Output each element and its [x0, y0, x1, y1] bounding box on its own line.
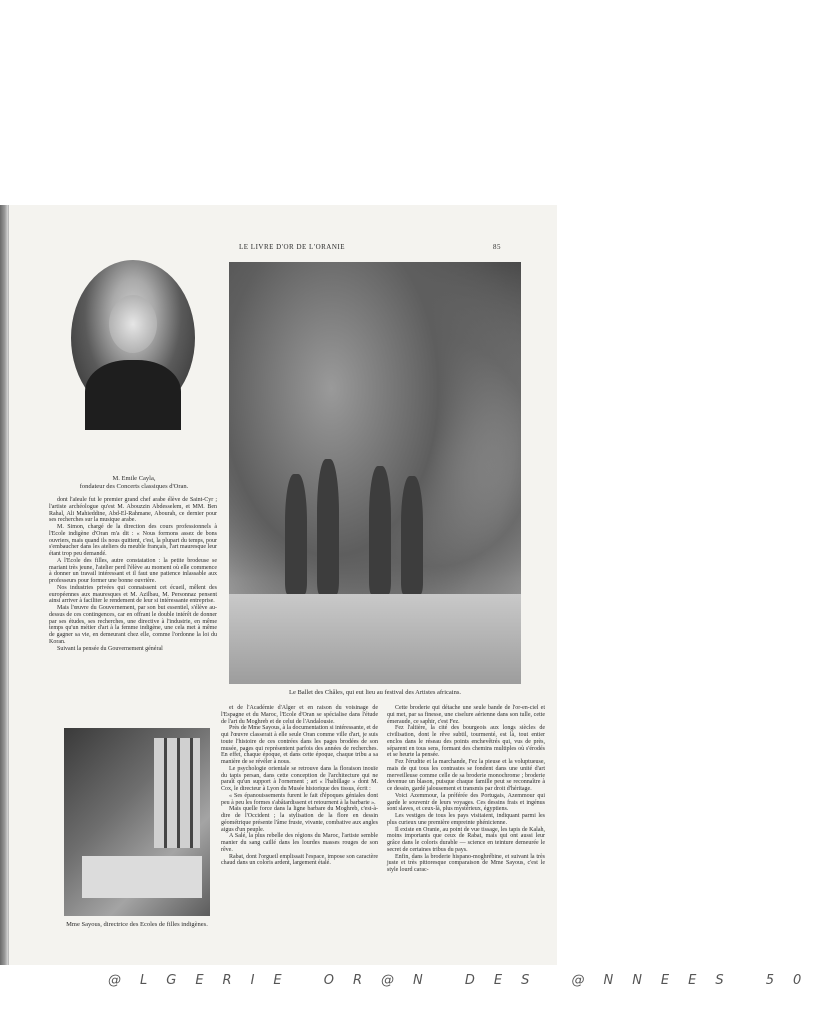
paragraph: M. Simon, chargé de la direction des cours professionnels à l'Ecole indigène d'Oran m'a dit : « Nous formons assez de bons ouvriers, mais quand ils nous quittent, c'est, la plupart du temps, pour s'embaucher dans les ateliers du meuble français, l'art mauresque leur étant trop peu demandé. [49, 524, 217, 557]
paragraph: Cette broderie qui détache une seule bande de l'or-en-ciel et qui met, par sa finesse, une ciselure aérienne dans son tulle, cette émeraude, ce saphir, c'est Fez. [387, 705, 545, 725]
paragraph: Mais quelle force dans la ligne barbare du Moghreb, c'est-à-dire de l'Occident ; la stylisation de la flore en dessin géométrique présente l'âme fruste, vivante, combative aux angles aigus d'un peuple. [221, 806, 378, 833]
portrait-caption: M. Emile Cayla, fondateur des Concerts classiques d'Oran. [79, 475, 189, 490]
paragraph: Mais l'œuvre du Gouvernement, par son but essentiel, s'élève au-dessus de ces contingences, car en offrant le double intérêt de donner par ses études, ses recherches, une directive à l'industrie, en même temps qu'un métier d'art à la femme indigène, une cela met à même de gagner sa vie, en demeurant chez elle, comme l'ordonne la loi du Koran. [49, 605, 217, 645]
paragraph: Fez l'altière, la cité des bourgeois aux longs siècles de civilisation, dont le rêve subtil, tourmenté, est là, tout entier enclos dans le réseau des points enchevêtrés qui, vus de près, séparent en tous sens, formant des chemins multiples où s'érodés et se heurte la pensée. [387, 725, 545, 759]
paragraph: et de l'Académie d'Alger et en raison du voisinage de l'Espagne et du Maroc, l'Ecole d'Oran se spécialise dans l'étude de l'art du Moghreb et de celui de l'Andalousie. [221, 705, 378, 725]
paragraph: Voici Azemmour, la préférée des Portugais, Azemmour qui garde le souvenir de leurs voyages. Ces dessins frais et ingénus sont slaves, et ceux-là, plus mystérieux, égyptiens. [387, 792, 545, 813]
paragraph: Nos industries privées qui connaissent cet écueil, mêlent des européennes aux mauresques et M. Azilbau, M. Personnaz pensent ainsi arriver à faciliter le rendement de leur si intéressante entreprise. [49, 584, 217, 605]
right-column-text [387, 705, 545, 945]
ballet-caption: Le Ballet des Châles, qui eut lieu au festival des Artistes africains. [288, 689, 462, 696]
paragraph: dont l'aïeule fut le premier grand chef arabe élève de Saint-Cyr ; l'artiste archéologue qu'est M. Abouzzin Abdesselem, et MM. Ben Rahal, Ali Mahieddine, Abd-El-Rahmane, Abourah, ce dernier pour ses recherches sur la musique arabe. [49, 497, 217, 524]
scan-binding-edge [0, 205, 8, 965]
paragraph: « Ses épanouissements furent le fait d'époques géniales dont peu à peu les formes s'abâtardissent et retournent à la barbarie ». [221, 792, 378, 806]
paragraph: A Salé, la plus rebelle des régions du Maroc, l'artiste semble manier du sang caillé dans les lourdes masses rouges de son rêve. [221, 833, 378, 853]
paragraph: A l'Ecole des filles, autre constatation : la petite brodeuse se mariant très jeune, l'atelier perd l'élève au moment où elle commence à donner un travail intéressant et il faut une patience inlassable aux professeurs pour former une bonne ouvrière. [49, 557, 217, 584]
middle-column-text [221, 705, 378, 945]
header-title: LE LIVRE D'OR DE L'ORANIE [239, 243, 346, 251]
paragraph: Il existe en Oranie, au point de vue tissage, les tapis de Kalah, moins importants que ceux de Rabat, mais qui ont aussi leur grâce dans le coloris durable — science en teinture demeurée le secret de certaines tribus du pays. [387, 826, 545, 853]
paragraph: Fez l'érudite et la marchande, Fez la pieuse et la voluptueuse, mais de qui tous les contrastes se fondent dans une unité d'art merveilleuse comme celle de sa broderie monochrome ; broderie devenue un blason, puisque chaque famille peut se reconnaître à ce dessin, gardé jalousement et transmis par droit d'héritage. [387, 759, 545, 792]
ballet-photo [229, 262, 521, 684]
interior-caption: Mme Sayous, directrice des Ecoles de filles indigènes. [66, 921, 208, 928]
left-column-text [49, 497, 217, 719]
paragraph: Rabat, dont l'orgueil emplissait l'espace, impose son caractère chaud dans un coloris ardent, largement étalé. [221, 853, 378, 867]
paragraph: Près de Mme Sayous, à la documentation si intéressante, et de qui l'œuvre classerait à elle seule Oran comme ville d'art, je suis toute l'histoire de ces contrées dans les pages brodées de son musée, pages qui représentent parfois des années de recherches. En effet, chaque époque, et dans cette époque, chaque tribu a sa manière de se révéler à nous. [221, 725, 378, 765]
magazine-page [8, 205, 557, 965]
interior-photo [64, 728, 210, 916]
paragraph: Suivant la pensée du Gouvernement général [57, 645, 163, 652]
paragraph: Le psychologie orientale se retrouve dans la floraison inouïe du tapis persan, dans cette conception de l'architecture qui ne paraît qu'un support à l'ornement ; art « l'habillage » dont M. Cox, le directeur à Lyon du Musée historique des tissus, écrit : [221, 765, 378, 792]
page-number: 85 [493, 243, 501, 251]
portrait-photo [71, 260, 195, 416]
paragraph: Enfin, dans la broderie hispano-moghrébine, et suivant la très juste et très pittoresque comparaison de Mme Sayous, c'est le style lourd carac- [387, 853, 545, 873]
watermark-footer: @LGERIE OR@N DES @NNEES 50 [108, 973, 820, 988]
paragraph: Les vestiges de tous les pays visitaient, indiquant parmi les plus curieux une première empreinte phénicienne. [387, 813, 545, 826]
